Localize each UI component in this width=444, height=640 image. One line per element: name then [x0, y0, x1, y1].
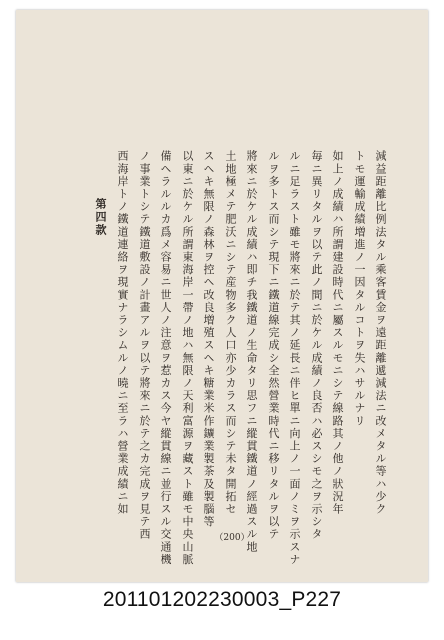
text-column: 減益距離比例法タル乘客賃金ヲ遠距離遞減法ニ改メタル等ハ少ク	[374, 150, 387, 516]
text-column: スヘキ無限ノ森林ヲ控ヘ改良増殖スヘキ糖業米作鑛業製茶及製腦等	[202, 150, 215, 528]
document-page	[16, 10, 428, 582]
text-column: トモ運輸成績増進ノ一因タルコトヲ失ハサルナリ	[353, 150, 366, 428]
text-column: 如上ノ成績ハ所謂建設時代ニ屬スルモニシテ線路其ノ他ノ狀況年	[331, 150, 344, 516]
text-column: ルニ足ラスト雖モ將來ニ於テ其ノ延長ニ伴ヒ單ニ向上ノ一面ノミヲ示スナ	[288, 150, 301, 566]
text-column: ルヲ多トス而シテ現下ニ鐵道線完成シ全然營業時代ニ移リタルヲ以テ	[267, 150, 280, 541]
text-column: 西海岸トノ鐵道連絡ヲ現實ナラシムルノ曉ニ至ラハ營業成績ニ如	[116, 150, 129, 516]
text-column: 將來ニ於ケル成績ハ即チ我鐵道ノ生命タリ思フニ縱貫鐵道ノ經過スル地	[245, 150, 258, 554]
text-column: 備ヘラルルカ爲メ容易ニ世人ノ注意ヲ惹カス今ヤ縱貫線ニ並行スル交通機	[159, 150, 172, 566]
text-column: 土地極メテ肥沃ニシテ産物多ク人口亦少カラス而シテ未タ開拓セ	[224, 150, 237, 516]
section-heading: 第四款	[94, 198, 107, 237]
text-column: 毎ニ異リタルヲ以テ此ノ間ニ於ケル成績ノ良否ハ必スシモ之ヲ示シタ	[310, 150, 323, 541]
page-number: （200）	[214, 533, 250, 543]
text-column: 以東ニ於ケル所謂東海岸一帶ノ地ハ無限ノ天利富源ヲ藏スト雖モ中央山脈	[181, 150, 194, 566]
text-column: ノ事業トシテ鐵道敷設ノ計畫アルヲ以テ將來ニ於テ之カ完成ヲ見テ西	[138, 150, 151, 541]
image-id-caption: 201101202230003_P227	[102, 588, 342, 611]
